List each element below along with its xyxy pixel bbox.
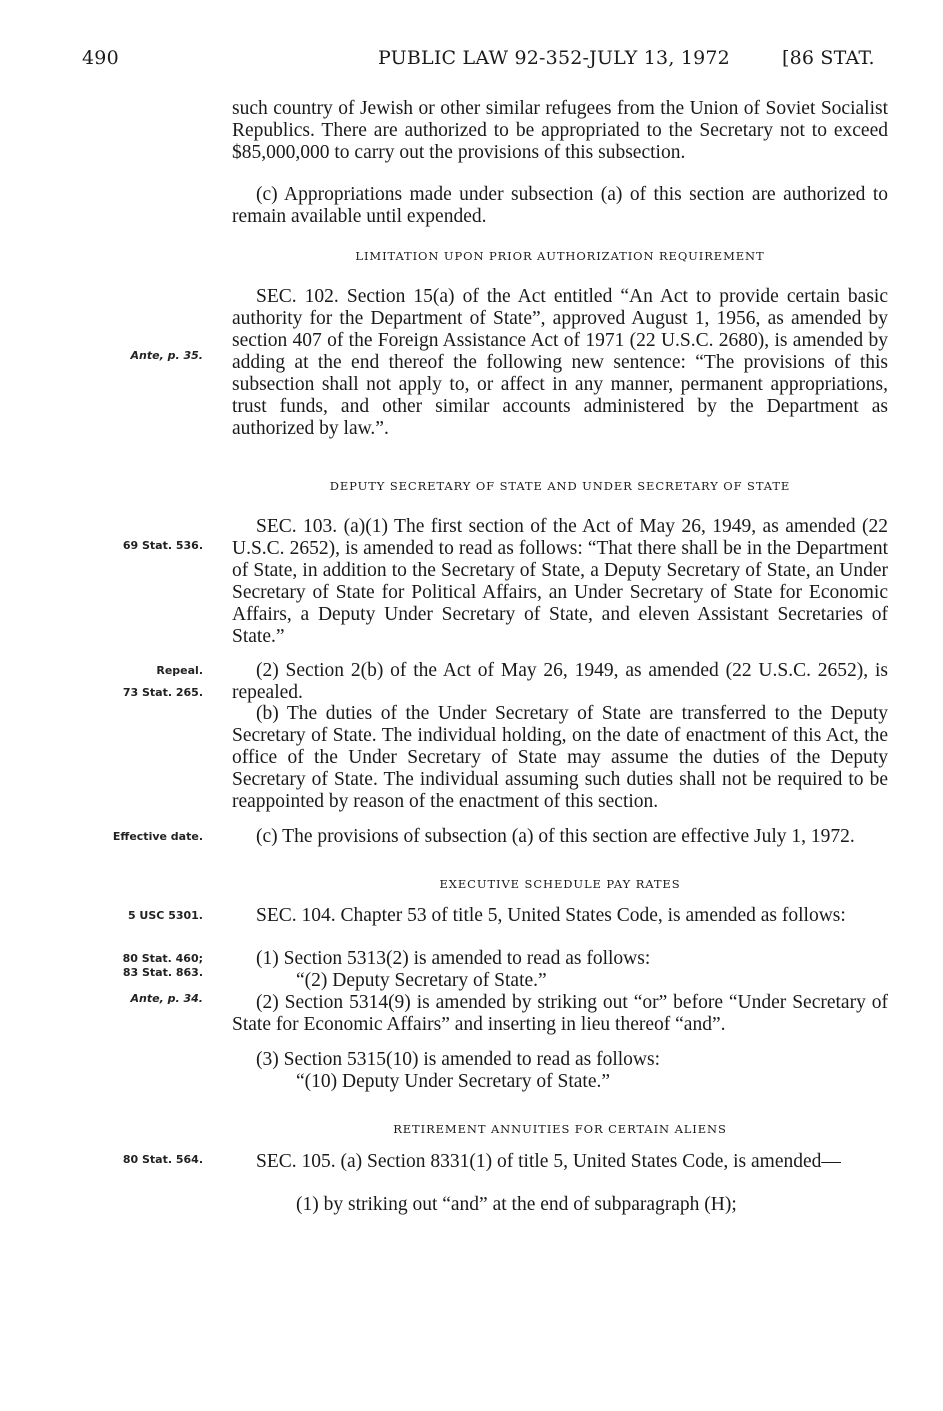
stat-reference: [86 STAT. [782, 47, 875, 69]
paragraph: such country of Jewish or other similar refugees from the Union of Soviet Socialist Republics. There are authorized to be appropriated to the Secretary not to exceed $85,000,000 to carry out the provisions of this subsection. [232, 98, 888, 163]
paragraph: (c) The provisions of subsection (a) of this section are effective July 1, 1972. [256, 826, 855, 847]
margin-note-83-stat-863: 83 Stat. 863. [122, 966, 203, 979]
section-heading: RETIREMENT ANNUITIES FOR CERTAIN ALIENS [393, 1122, 727, 1136]
paragraph: (c) Appropriations made under subsection (a) of this section are authorized to remain available until expended. [232, 184, 888, 227]
margin-note-repeal: Repeal. [156, 664, 203, 677]
text-block [232, 1049, 888, 1071]
paragraph: (1) by striking out “and” at the end of subparagraph (H); [296, 1194, 737, 1215]
paragraph: SEC. 105. (a) Section 8331(1) of title 5, United States Code, is amended— [256, 1151, 841, 1172]
margin-note-effective-date: Effective date. [112, 830, 203, 843]
text-block [232, 660, 888, 704]
margin-note-80-stat-564: 80 Stat. 564. [122, 1153, 203, 1166]
text-block [232, 184, 888, 228]
margin-note-73-stat-265: 73 Stat. 265. [122, 686, 203, 699]
margin-note-69-stat-536: 69 Stat. 536. [122, 539, 203, 552]
paragraph: SEC. 103. (a)(1) The first section of the Act of May 26, 1949, as amended (22 U.S.C. 2652), is amended to read as follows: “That there shall be in the Department of State, in addition to the Secretary of State, a Deputy Secretary of State, an Under Secretary of State for Political Affairs, an Under Secretary of State for Economic Affairs, a Deputy Under Secretary of State, and eleven Assistant Secretaries of State.” [232, 516, 888, 647]
margin-note-ante-p34: Ante, p. 34. [130, 992, 203, 1005]
text-block [232, 1151, 888, 1173]
text-block [232, 516, 888, 648]
text-block [232, 98, 888, 164]
text-block [232, 1194, 888, 1216]
text-block [232, 1071, 888, 1093]
paragraph: SEC. 102. Section 15(a) of the Act entitled “An Act to provide certain basic authority for the Department of State”, approved August 1, 1956, as amended by section 407 of the Foreign Assistance Act of 1971 (22 U.S.C. 2680), is amended by adding at the end thereof the following new sentence: “The provisions of this subsection shall not apply to, or affect in any manner, permanent appropriations, trust funds, and other similar accounts administered by the Department as authorized by law.”. [232, 286, 888, 439]
text-block [232, 948, 888, 970]
text-block [232, 992, 888, 1036]
paragraph: “(2) Deputy Secretary of State.” [296, 970, 547, 991]
text-block [232, 970, 888, 992]
text-block [232, 703, 888, 813]
section-heading: EXECUTIVE SCHEDULE PAY RATES [439, 877, 681, 891]
paragraph: (3) Section 5315(10) is amended to read as follows: [256, 1049, 660, 1070]
text-block [232, 905, 888, 927]
paragraph: (b) The duties of the Under Secretary of State are transferred to the Deputy Secretary of State. The individual holding, on the date of enactment of this Act, the office of the Under Secretary of State may assume the duties of the Deputy Secretary of State. The individual assuming such duties shall not be required to be reappointed by reason of the enactment of this section. [232, 703, 888, 812]
section-heading: DEPUTY SECRETARY OF STATE AND UNDER SECRETARY OF STATE [329, 479, 791, 493]
paragraph: (1) Section 5313(2) is amended to read as follows: [256, 948, 651, 969]
text-block [232, 286, 888, 440]
margin-note-5-usc-5301: 5 USC 5301. [127, 909, 203, 922]
margin-note-80-stat-460: 80 Stat. 460; [122, 952, 203, 965]
paragraph: “(10) Deputy Under Secretary of State.” [296, 1071, 611, 1092]
paragraph: (2) Section 2(b) of the Act of May 26, 1949, as amended (22 U.S.C. 2652), is repealed. [232, 660, 888, 703]
text-block [232, 826, 888, 848]
section-heading: LIMITATION UPON PRIOR AUTHORIZATION REQUIREMENT [355, 249, 765, 263]
paragraph: SEC. 104. Chapter 53 of title 5, United States Code, is amended as follows: [256, 905, 846, 926]
page-number: 490 [82, 47, 119, 69]
paragraph: (2) Section 5314(9) is amended by striking out “or” before “Under Secretary of State for Economic Affairs” and inserting in lieu thereof “and”. [232, 992, 888, 1035]
margin-note-ante-p35: Ante, p. 35. [130, 349, 203, 362]
running-title: PUBLIC LAW 92-352-JULY 13, 1972 [378, 47, 730, 69]
